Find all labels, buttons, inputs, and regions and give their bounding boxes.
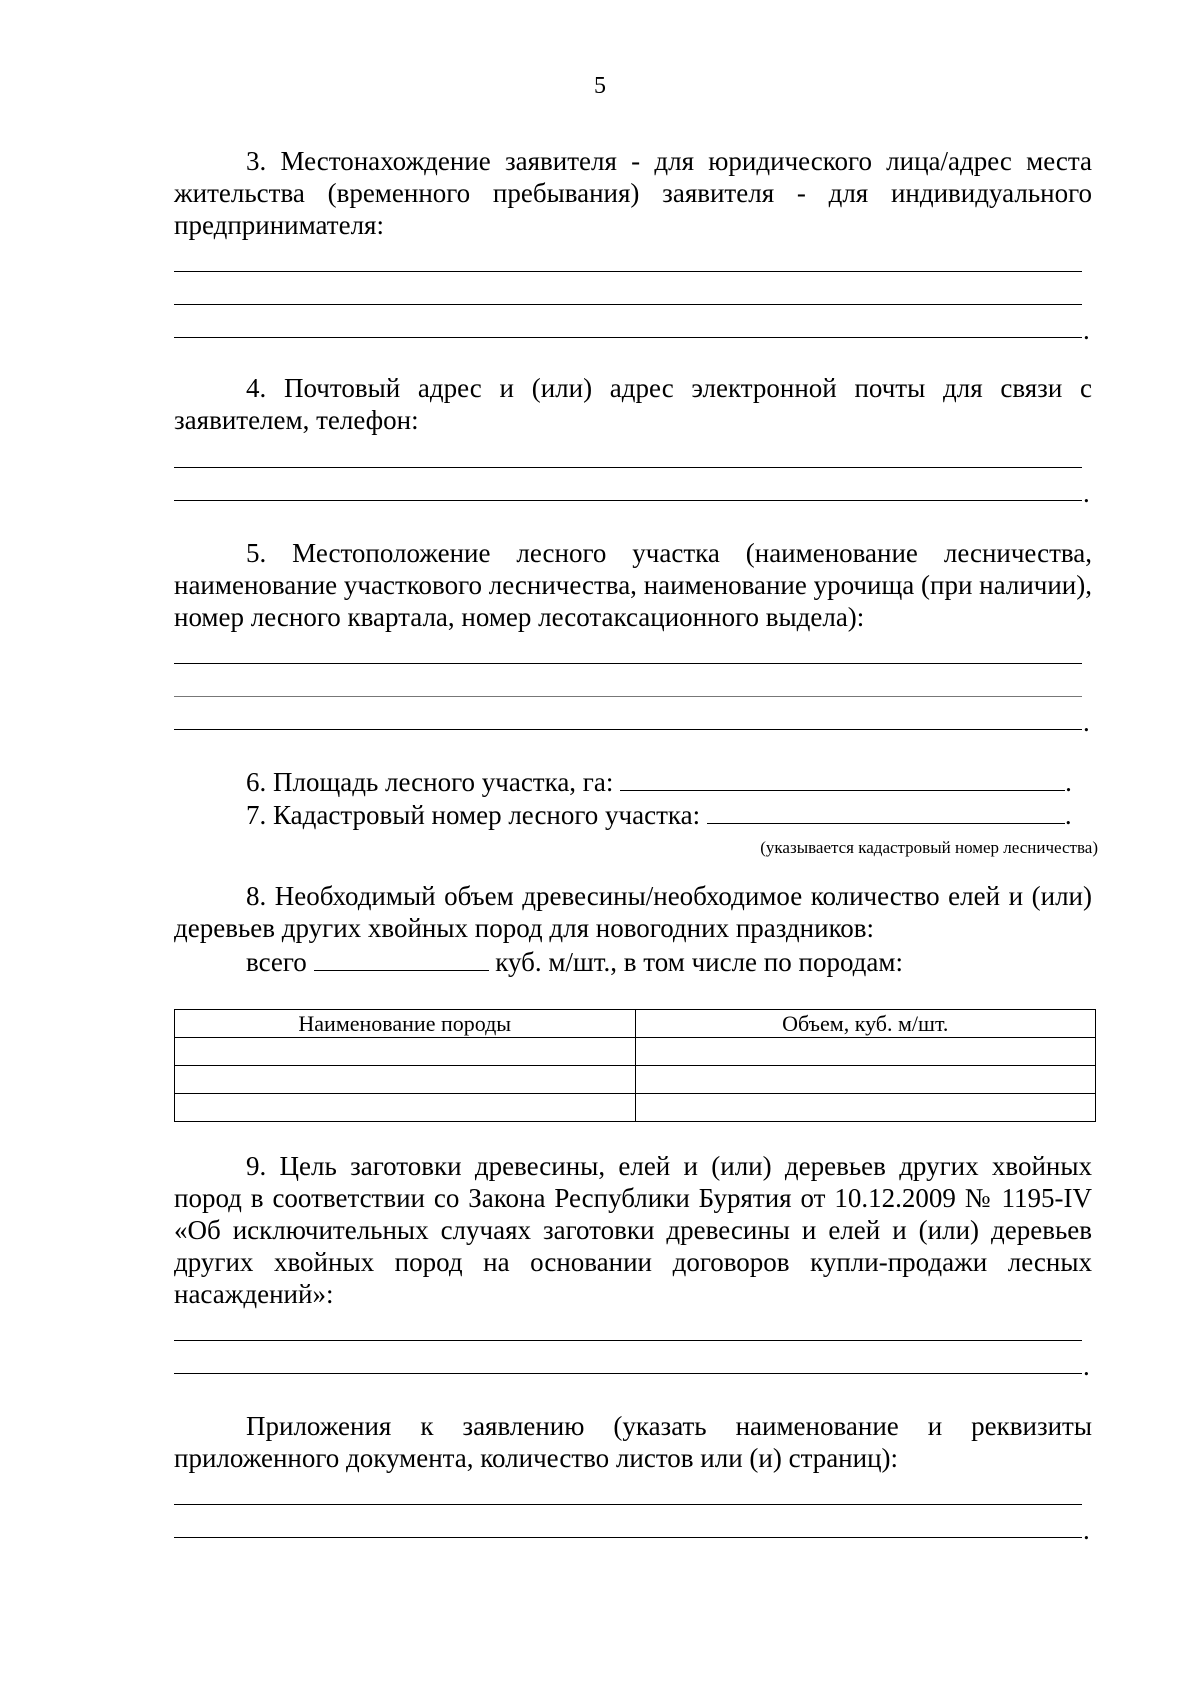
table-row — [175, 1066, 1096, 1094]
item-8-total-suffix: куб. м/шт., в том числе по породам: — [495, 947, 903, 977]
table-row — [175, 1094, 1096, 1122]
item-4-fill-line-1[interactable] — [174, 467, 1082, 468]
item-5-fill-line-1[interactable] — [174, 663, 1082, 664]
item-7-row — [246, 799, 1072, 831]
species-volume-cell[interactable] — [635, 1066, 1096, 1094]
item-5-end-period: . — [1083, 707, 1090, 737]
attachments-text: Приложения к заявлению (указать наименование и реквизиты приложенного документа, количество листов или (и) страниц): — [174, 1411, 1092, 1473]
attachments-fill-line-1[interactable] — [174, 1504, 1082, 1505]
item-9-text: 9. Цель заготовки древесины, елей и (или) деревьев других хвойных пород в соответствии со Закона Республики Бурятия от 10.12.2009 № 1195-IV «Об исключительных случаях заготовки древесины и елей и (или) деревьев других хвойных пород на основании договоров купли-продажи лесных насаждений»: — [174, 1151, 1092, 1309]
species-volume-cell[interactable] — [635, 1094, 1096, 1122]
item-4-end-period: . — [1083, 478, 1090, 508]
item-4-text: 4. Почтовый адрес и (или) адрес электронной почты для связи с заявителем, телефон: — [174, 373, 1092, 435]
item-6-label: 6. Площадь лесного участка, га: — [246, 767, 614, 797]
item-8-total-prefix: всего — [246, 947, 307, 977]
item-3-text: 3. Местонахождение заявителя - для юридического лица/адрес места жительства (временного пребывания) заявителя - для индивидуального предпринимателя: — [174, 146, 1092, 240]
species-name-cell[interactable] — [175, 1094, 636, 1122]
item-3-fill-line-2[interactable] — [174, 304, 1082, 305]
species-name-header: Наименование породы — [175, 1010, 636, 1038]
item-5-text: 5. Местоположение лесного участка (наименование лесничества, наименование участкового лесничества, наименование урочища (при наличии), номер лесного квартала, номер лесотаксационного выдела): — [174, 538, 1092, 632]
species-volume-cell[interactable] — [635, 1038, 1096, 1066]
item-3-fill-line-3[interactable] — [174, 337, 1082, 338]
item-6-area-field[interactable] — [620, 768, 1065, 791]
item-8-total-field[interactable] — [314, 948, 489, 971]
attachments-fill-line-2[interactable] — [174, 1537, 1082, 1538]
item-7-end-period: . — [1064, 800, 1072, 830]
item-9-end-period: . — [1083, 1351, 1090, 1381]
item-6-end-period: . — [1065, 767, 1072, 797]
species-volume-header: Объем, куб. м/шт. — [635, 1010, 1096, 1038]
item-8-text: 8. Необходимый объем древесины/необходимое количество елей и (или) деревьев других хвойных пород для новогодних праздников: — [174, 881, 1092, 943]
item-4-fill-line-2[interactable] — [174, 500, 1082, 501]
table-row — [175, 1038, 1096, 1066]
item-3-end-period: . — [1083, 315, 1090, 345]
item-9-fill-line-2[interactable] — [174, 1373, 1082, 1374]
page-number: 5 — [594, 73, 606, 99]
item-5-fill-line-2[interactable] — [174, 696, 1082, 697]
item-8-total-row — [246, 946, 903, 978]
attachments-end-period: . — [1083, 1515, 1090, 1545]
species-table — [174, 1009, 1096, 1122]
item-5-fill-line-3[interactable] — [174, 729, 1082, 730]
item-6-row — [246, 766, 1072, 798]
item-7-label: 7. Кадастровый номер лесного участка: — [246, 800, 701, 830]
item-9-fill-line-1[interactable] — [174, 1340, 1082, 1341]
item-3-fill-line-1[interactable] — [174, 271, 1082, 272]
species-name-cell[interactable] — [175, 1066, 636, 1094]
species-table-header-row — [175, 1010, 1096, 1038]
item-7-cadastral-field[interactable] — [707, 801, 1065, 824]
item-7-hint: (указывается кадастровый номер лесничества) — [760, 838, 1098, 857]
species-name-cell[interactable] — [175, 1038, 636, 1066]
